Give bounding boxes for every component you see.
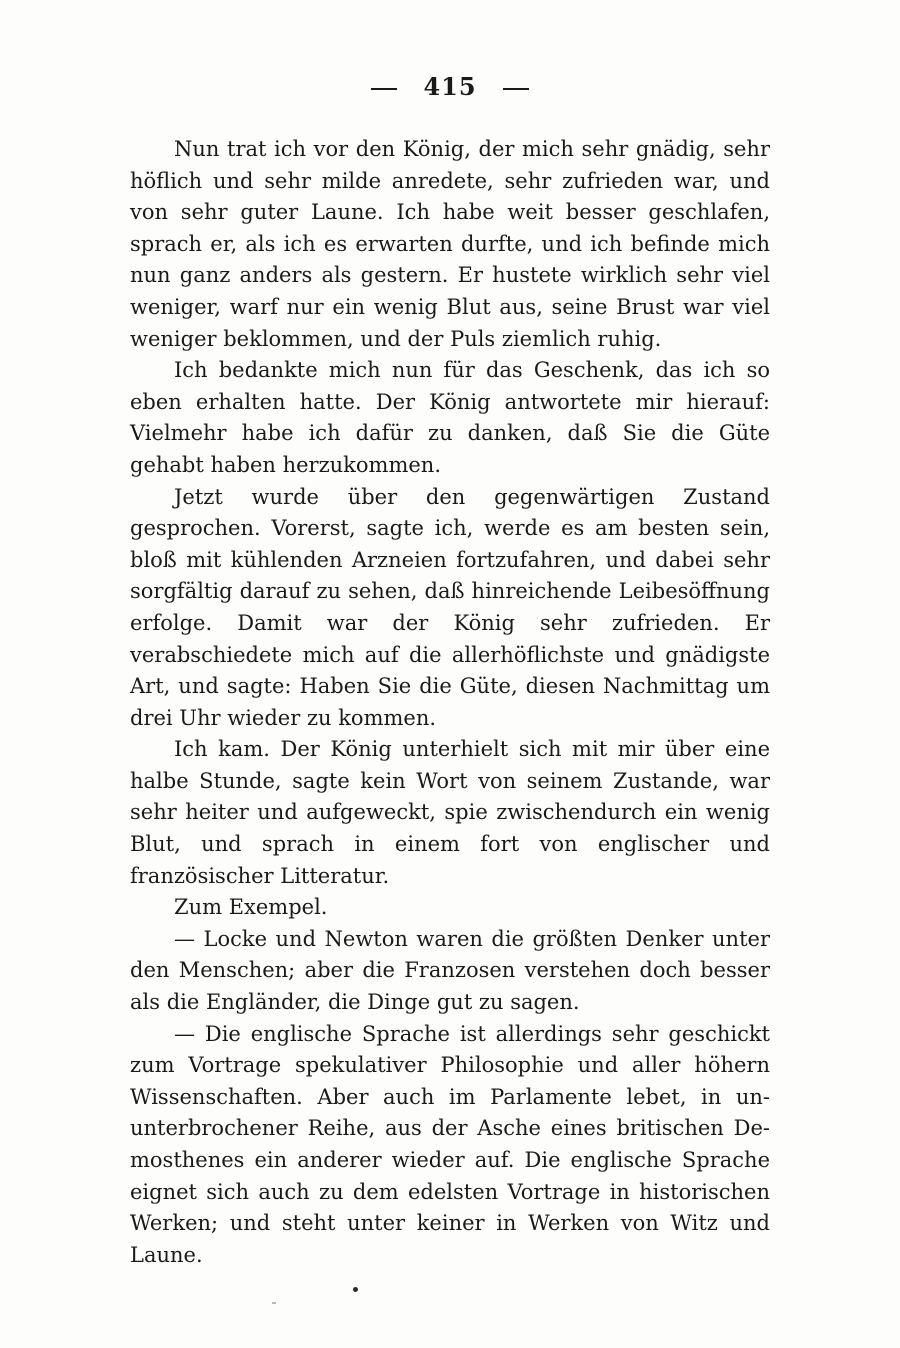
paragraph: — Die englische Sprache ist allerdings sehr geschickt zum Vortrage spekulativer Philosophie und aller höhern Wissenschaften. Aber auch im Parlamente lebet, in ununterbrochener Reihe, aus der Asche eines britischen Demosthenes ein anderer wieder auf. Die englische Sprache eignet sich auch zu dem edelsten Vortrage in historischen Werken; und steht unter keiner in Werken von Witz und Laune. [130, 1021, 770, 1267]
paragraph: — Locke und Newton waren die größten Denker unter den Menschen; aber die Franzosen verstehen doch besser als die Engländer, die Dinge gut zu sagen. [130, 926, 770, 1015]
header-dash-right [503, 88, 529, 90]
paragraph: Ich bedankte mich nun für das Geschenk, das ich so eben erhalten hatte. Der König antwortete mir hierauf: Vielmehr habe ich dafür zu danken, daß Sie die Güte gehabt haben herzukommen. [130, 358, 770, 477]
paragraph: Nun trat ich vor den König, der mich sehr gnädig, sehr höflich und sehr milde anredete, sehr zufrieden war, und von sehr guter Laune. Ich habe weit besser geschlafen, sprach er, als ich es erwarten durfte, und ich befinde mich nun ganz anders als gestern. Er hustete wirklich sehr viel weniger, warf nur ein wenig Blut aus, seine Brust war viel weniger beklommen, und der Puls ziemlich ruhig. [130, 137, 770, 351]
paragraph: Ich kam. Der König unterhielt sich mit mir über eine halbe Stunde, sagte kein Wort von seinem Zustande, war sehr heiter und aufgeweckt, spie zwischendurch ein wenig Blut, und sprach in einem fort von englischer und französischer Litteratur. [130, 737, 770, 888]
paragraph: Zum Exempel. [174, 895, 328, 920]
header-dash-left [371, 88, 397, 90]
page-header [0, 72, 900, 101]
page-number: 415 [423, 72, 477, 101]
faint-speck [272, 1302, 276, 1304]
printer-mark-dot [353, 1287, 358, 1292]
paragraph: Jetzt wurde über den gegenwärtigen Zustand gesprochen. Vorerst, sagte ich, werde es am besten sein, bloß mit kühlenden Arzneien fortzufahren, und dabei sehr sorgfältig darauf zu sehen, daß hinreichende Leibesöffnung erfolge. Damit war der König sehr zufrieden. Er verabschiedete mich auf die allerhöflichste und gnädigste Art, und sagte: Haben Sie die Güte, diesen Nachmittag um drei Uhr wieder zu kommen. [130, 484, 770, 730]
page-body [130, 134, 770, 1271]
